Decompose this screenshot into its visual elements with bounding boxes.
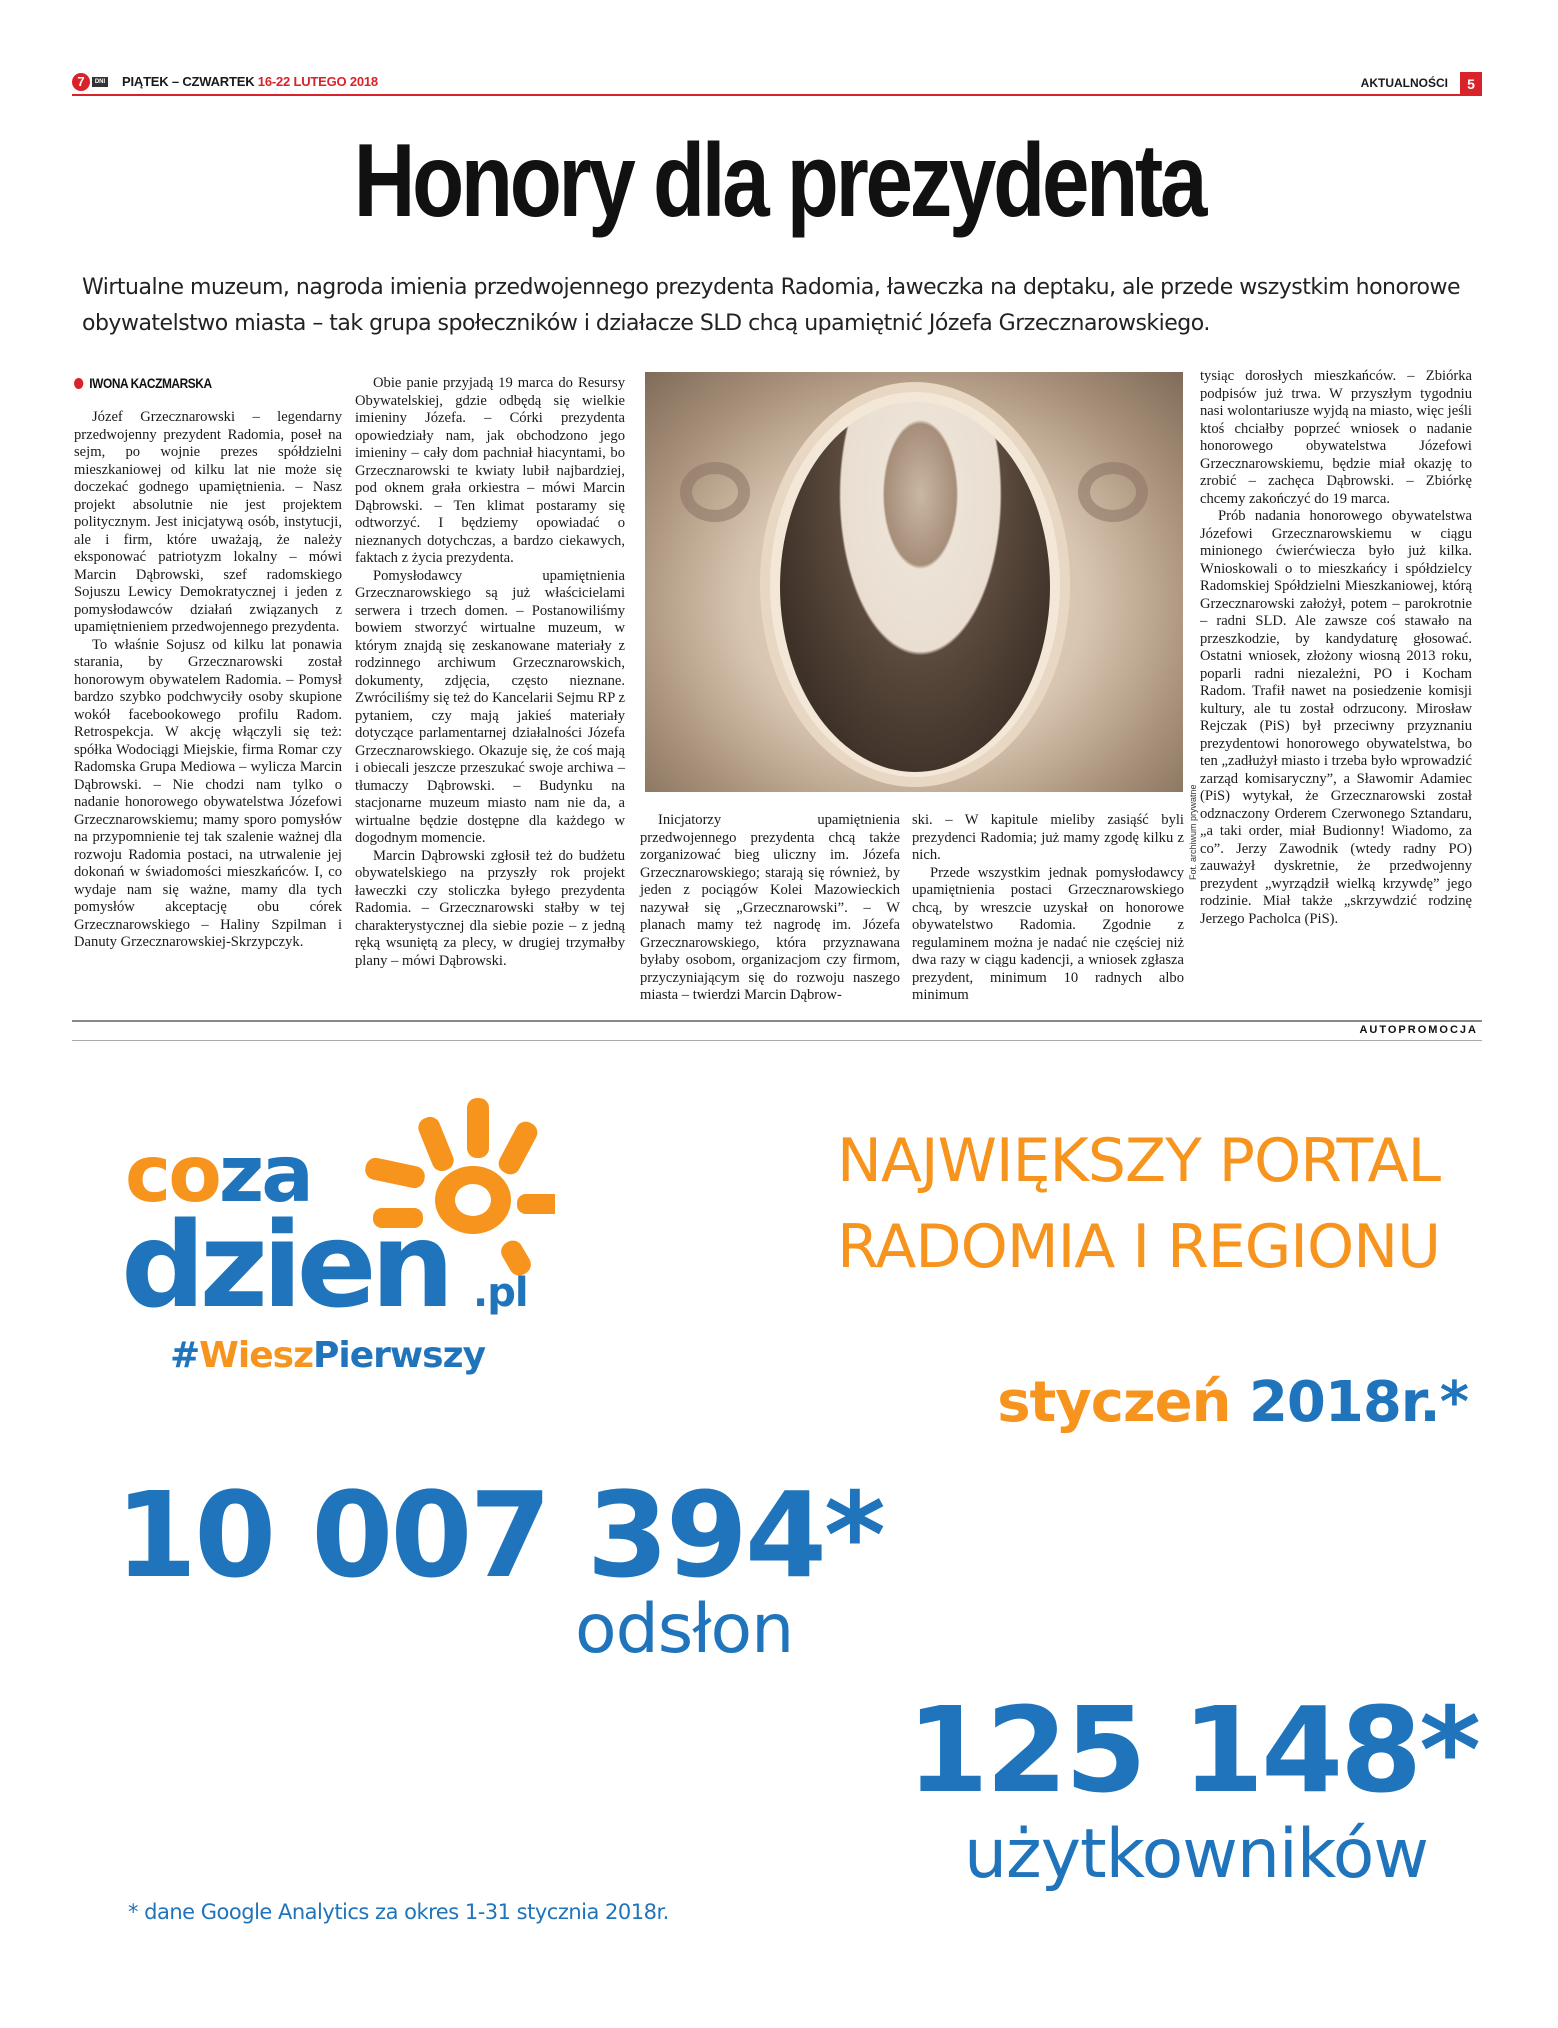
paragraph: Przede wszystkim jednak pomysłodawcy upamiętnienia postaci Grzecznarowskiego chcą, by wreszcie uzyskał on honorowe obywatelstwo Radomia. Zgodnie z regulaminem można je nadać nie częściej niż dwa razy w ciągu kadencji, a wniosek zgłasza prezydent, minimum 10 radnych albo minimum [912,864,1184,1003]
ad-footnote: * dane Google Analytics za okres 1-31 stycznia 2018r. [128,1900,669,1924]
photo-credit: Fot. archiwum prywatne [1188,784,1198,880]
page-number: 5 [1460,72,1482,96]
views-label: odsłon [575,1590,794,1669]
divider [72,1040,1482,1041]
paragraph: Prób nadania honorowego obywatelstwa Józefowi Grzecznarowskiemu w ciągu minionego ćwierćwiecza było już kilka. Wnioskowali o to mieszkańcy i spółdzielcy Radomskiej Spółdzielni Mieszkaniowej, którą Grzecznarowski założył, potem – parokrotnie – radni SLD. Ale zawsze coś stawało na przeszkodzie, by kandydaturę głosować. Ostatni wniosek, złożony wiosną 2013 roku, poparli radni niezależni, PO i Kocham Radom. Trafił nawet na posiedzenie komisji kultury, ale tu został odrzucony. Mirosław Rejczak (PiS) był przeciwny przyznaniu prezydentowi honorowego obywatelstwa, bo ten „zadłużył miasto i trzeba było wprowadzić zarząd komisaryczny”, a Sławomir Adamiec (PiS) wytykał, że Grzecznarowski został odznaczony Orderem Czerwonego Sztandaru, „a taki order, miał Budionny! Wiadomo, za co”. Jerzy Zawodnik (wtedy radny PO) zauważył dyskretnie, że przedwojenny prezydent „wyrządził wielką krzywdę” jego rodzinie. Miał także „skrzywdzić rodzinę Jerzego Pacholca (PiS). [1200,508,1472,927]
logo-dzien: dzien [121,1196,449,1334]
article-column-3 [640,812,900,1005]
byline [74,375,302,391]
ad-label: AUTOPROMOCJA [1359,1024,1478,1036]
paragraph: tysiąc dorosłych mieszkańców. – Zbiórka podpisów już trwa. W przyszłym tygodniu nasi wolontariusze wyjdą na miasto, więc jeśli ktoś chciałby poprzeć wniosek o nadanie honorowego obywatelstwa Józefowi Grzecznarowskiemu, będzie miał okazję to zrobić – zachęca Dąbrowski. – Zbiórkę chcemy zakończyć do 19 marca. [1200,368,1472,507]
article-lead: Wirtualne muzeum, nagroda imienia przedwojennego prezydenta Radomia, ławeczka na deptaku, ale przede wszystkim honorowe obywatelstwo miasta – tak grupa społeczników i działacze SLD chcą upamiętnić Józefa Grzecznarowskiego. [82,275,1461,336]
paragraph: To właśnie Sojusz od kilku lat ponawia starania, by Grzecznarowski został honorowym obywatelem Radomia. – Pomysł bardzo szybko podchwyciły osoby skupione wokół facebookowego profilu Radom. Retrospekcja. W akcję włączyli się też: spółka Wodociągi Miejskie, firma Romar czy Radomska Grupa Mediowa – wylicza Marcin Dąbrowski. – Nie chodzi nam tylko o nadanie honorowego obywatelstwa Józefowi Grzecznarowskiemu; mamy sporo pomysłów na przypomnienie tej tak szalenie ważnej dla rozwoju Radomia postaci, na utrwalenie jej dokonań w świadomości mieszkańców. I, co wydaje nam się ważne, mamy dla tych pomysłów akceptację obu córek Grzecznarowskiego – Haliny Szpilman i Danuty Grzecznarowskiej-Skrzypczyk. [74,636,342,950]
paragraph: Józef Grzecznarowski – legendarny przedwojenny prezydent Radomia, poseł na sejm, po wojnie prezes spółdzielni mieszkaniowej od kilku lat nie może się doczekać godnego upamiętnienia. – Nasz projekt absolutnie nie jest projektem politycznym. Jest inicjatywą osób, instytucji, ale i firm, które uważają, że należy eksponować patriotyzm lokalny – mówi Marcin Dąbrowski, szef radomskiego Sojuszu Lewicy Demokratycznej i jeden z pomysłodawców działań związanych z upamiętnieniem przedwojennego prezydenta. [74,409,342,635]
section-name: AKTUALNOŚCI [1360,76,1448,90]
author-name: IWONA KACZMARSKA [89,375,212,391]
decorative-scroll [680,462,750,522]
newspaper-logo [72,73,118,91]
divider [72,1020,1482,1022]
paragraph: Marcin Dąbrowski zgłosił też do budżetu obywatelskiego na przyszły rok projekt ławeczki czy stoliczka byłego prezydenta Radomia. – Grzecznarowski stałby w tej charakterystycznej dla siebie pozie – z jedną ręką wsuniętą za plecy, w drugiej trzymałby plany – mówi Dąbrowski. [355,847,625,969]
article-headline: Honory dla prezydenta [353,123,1205,239]
paragraph: Inicjatorzy upamiętnienia przedwojennego prezydenta chcą także zorganizować bieg uliczny im. Józefa Grzecznarowskiego; starają się również, by jeden z pociągów Kolei Mazowieckich nazywał się „Grzecznarowski”. – W planach mamy też nagrodę im. Józefa Grzecznarowskiego, która przyznawana byłaby osobom, organizacjom czy firmom, przyczyniającym się do rozwoju naszego miasta – twierdzi Marcin Dąbrow- [640,812,900,1003]
users-label: użytkowników [963,1815,1428,1894]
article-column-5 [1200,368,1472,928]
issue-date-range: 16-22 LUTEGO 2018 [257,74,378,89]
byline-dot-icon [74,378,83,389]
article-photo [645,372,1183,792]
paragraph: Obie panie przyjadą 19 marca do Resursy Obywatelskiej, gdzie odbędą się wielkie imieniny Józefa. – Córki prezydenta opowiedziały nam, jak obchodzono jego imieniny – cały dom pachniał hiacyntami, bo Grzecznarowski te kwiaty lubił najbardziej, pod oknem grała orkiestra – mówi Marcin Dąbrowski. – Ten klimat postaramy się odtworzyć. I będziemy opowiadać o nieznanych dotychczas, a bardzo ciekawych, faktach z życia prezydenta. [355,375,625,566]
page-header [72,72,1482,96]
issue-date: PIĄTEK – CZWARTEK 16-22 LUTEGO 2018 [122,74,378,89]
article-column-2 [355,375,625,970]
logo-coza: coza [125,1130,311,1220]
article-column-4 [912,812,1184,1005]
ad-title-line-2: RADOMIA I REGIONU [837,1212,1440,1282]
logo-dni-icon: DNI [92,77,108,87]
ad-title [600,1118,1480,1290]
article-column-1 [74,375,342,952]
photo-credit-wrap [1188,784,1200,880]
paragraph: Pomysłodawcy upamiętnienia Grzecznarowskiego są już właścicielami serwera i trzech domen. – Postanowiliśmy bowiem stworzyć wirtualne muzeum, w którym znajdą się zeskanowane materiały z rodzinnego archiwum Grzecznarowskich, dokumenty, zdjęcia, często nieznane. Zwróciliśmy się też do Kancelarii Sejmu RP z pytaniem, czy mają jakieś materiały dotyczące parlamentarnej działalności Józefa Grzecznarowskiego. Okazuje się, że coś mają i obiecali jeszcze przeszukać swoje archiwa – tłumaczy Dąbrowski. – Budynku na stacjonarne muzeum miasto nam nie da, a wirtualne będzie dostępne dla każdego w dogodnym momencie. [355,567,625,846]
ad-title-line-1: NAJWIĘKSZY PORTAL [836,1126,1440,1196]
cozadzien-logo [121,1090,545,1390]
decorative-scroll [1078,462,1148,522]
logo-domain: .pl [473,1270,528,1316]
paragraph: ski. – W kapitule mieliby zasiąść byli prezydenci Radomia; już mamy zgodę kilku z nich. [912,812,1184,863]
views-count: 10 007 394* [115,1466,883,1604]
logo-hashtag: #WieszPierwszy [170,1335,486,1376]
users-count: 125 148* [906,1681,1478,1819]
ad-period: styczeń 2018r.* [997,1370,1468,1435]
logo-seven-icon: 7 [72,73,90,91]
portrait-image [780,402,1050,772]
